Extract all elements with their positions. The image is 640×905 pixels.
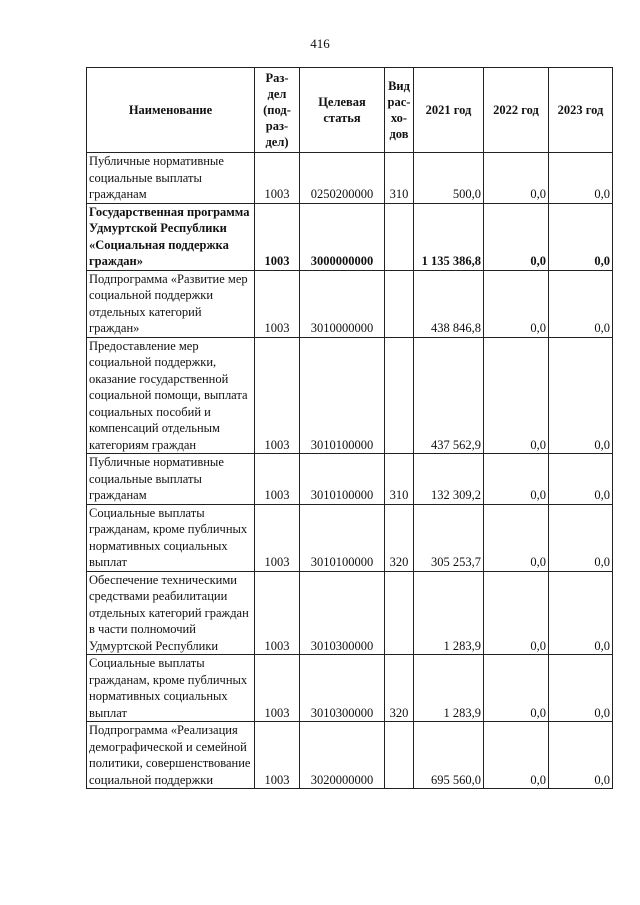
cell-y2021: 1 283,9 <box>414 571 484 655</box>
cell-target: 3010100000 <box>300 504 385 571</box>
table-row <box>87 655 613 722</box>
cell-target: 0250200000 <box>300 153 385 204</box>
cell-y2022: 0,0 <box>484 337 549 454</box>
cell-expense: 320 <box>385 655 414 722</box>
cell-y2021: 1 283,9 <box>414 655 484 722</box>
cell-expense <box>385 270 414 337</box>
page-number: 416 <box>310 36 330 51</box>
cell-section: 1003 <box>255 722 300 789</box>
table-row <box>87 270 613 337</box>
cell-name: Подпрограмма «Развитие мер социальной поддержки отдельных категорий граждан» <box>87 270 255 337</box>
cell-y2022: 0,0 <box>484 270 549 337</box>
cell-target: 3010300000 <box>300 571 385 655</box>
cell-section: 1003 <box>255 270 300 337</box>
cell-section: 1003 <box>255 655 300 722</box>
cell-target: 3010300000 <box>300 655 385 722</box>
table-row <box>87 454 613 505</box>
cell-target: 3010100000 <box>300 337 385 454</box>
cell-y2021: 500,0 <box>414 153 484 204</box>
cell-section: 1003 <box>255 153 300 204</box>
cell-y2021: 695 560,0 <box>414 722 484 789</box>
cell-y2022: 0,0 <box>484 655 549 722</box>
cell-name: Подпрограмма «Реализация демографической и семейной политики, совершенствование социальной поддержки <box>87 722 255 789</box>
table-header-row <box>87 68 613 153</box>
header-2021: 2021 год <box>414 68 484 153</box>
header-target: Целевая статья <box>300 68 385 153</box>
table-row <box>87 571 613 655</box>
cell-section: 1003 <box>255 571 300 655</box>
cell-expense <box>385 203 414 270</box>
table-row <box>87 153 613 204</box>
cell-expense <box>385 571 414 655</box>
header-section: Раз- дел (под- раз- дел) <box>255 68 300 153</box>
cell-name: Обеспечение техническими средствами реабилитации отдельных категорий граждан в части полномочий Удмуртской Республики <box>87 571 255 655</box>
cell-name: Социальные выплаты гражданам, кроме публичных нормативных социальных выплат <box>87 504 255 571</box>
cell-y2022: 0,0 <box>484 454 549 505</box>
header-2023: 2023 год <box>549 68 613 153</box>
cell-section: 1003 <box>255 504 300 571</box>
table-row <box>87 337 613 454</box>
cell-name: Предоставление мер социальной поддержки, оказание государственной социальной помощи, выплата социальных пособий и компенсаций отдельным категориям граждан <box>87 337 255 454</box>
cell-target: 3000000000 <box>300 203 385 270</box>
cell-y2023: 0,0 <box>549 722 613 789</box>
table-row <box>87 504 613 571</box>
table-row <box>87 203 613 270</box>
cell-expense: 310 <box>385 153 414 204</box>
cell-y2023: 0,0 <box>549 337 613 454</box>
cell-name: Публичные нормативные социальные выплаты гражданам <box>87 153 255 204</box>
cell-y2022: 0,0 <box>484 722 549 789</box>
cell-expense: 310 <box>385 454 414 505</box>
cell-target: 3010000000 <box>300 270 385 337</box>
cell-y2022: 0,0 <box>484 504 549 571</box>
cell-y2023: 0,0 <box>549 203 613 270</box>
cell-y2023: 0,0 <box>549 153 613 204</box>
cell-section: 1003 <box>255 454 300 505</box>
cell-y2021: 305 253,7 <box>414 504 484 571</box>
cell-y2022: 0,0 <box>484 203 549 270</box>
header-2022: 2022 год <box>484 68 549 153</box>
cell-name: Социальные выплаты гражданам, кроме публичных нормативных социальных выплат <box>87 655 255 722</box>
cell-y2022: 0,0 <box>484 153 549 204</box>
cell-y2023: 0,0 <box>549 655 613 722</box>
cell-y2023: 0,0 <box>549 571 613 655</box>
cell-target: 3010100000 <box>300 454 385 505</box>
cell-expense <box>385 722 414 789</box>
cell-name: Государственная программа Удмуртской Республики «Социальная поддержка граждан» <box>87 203 255 270</box>
cell-y2021: 132 309,2 <box>414 454 484 505</box>
cell-y2023: 0,0 <box>549 454 613 505</box>
cell-section: 1003 <box>255 337 300 454</box>
budget-table <box>86 67 613 789</box>
cell-y2022: 0,0 <box>484 571 549 655</box>
cell-y2023: 0,0 <box>549 270 613 337</box>
table-row <box>87 722 613 789</box>
header-name: Наименование <box>87 68 255 153</box>
cell-expense <box>385 337 414 454</box>
cell-y2021: 438 846,8 <box>414 270 484 337</box>
cell-y2021: 1 135 386,8 <box>414 203 484 270</box>
cell-name: Публичные нормативные социальные выплаты гражданам <box>87 454 255 505</box>
cell-section: 1003 <box>255 203 300 270</box>
header-expense: Вид рас- хо- дов <box>385 68 414 153</box>
cell-target: 3020000000 <box>300 722 385 789</box>
cell-expense: 320 <box>385 504 414 571</box>
cell-y2023: 0,0 <box>549 504 613 571</box>
cell-y2021: 437 562,9 <box>414 337 484 454</box>
